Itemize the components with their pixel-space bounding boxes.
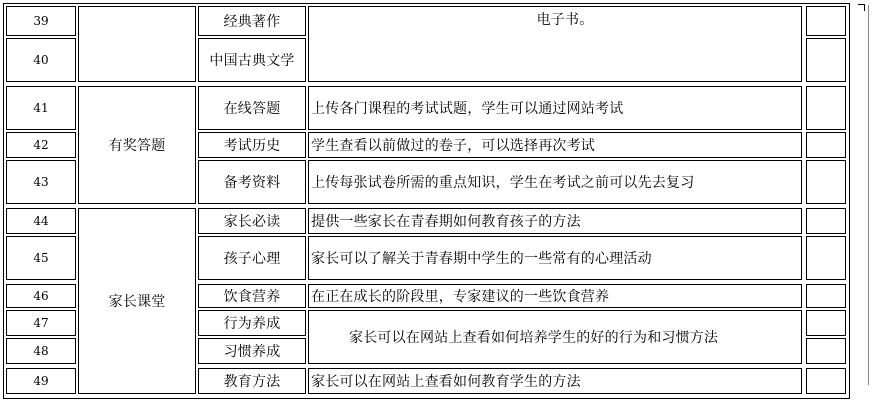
feature-cell xyxy=(198,132,306,158)
remark-cell xyxy=(806,284,846,308)
feature-name: 孩子心理 xyxy=(223,251,281,267)
row-number-cell xyxy=(6,208,76,234)
module-cell-parents xyxy=(78,208,196,394)
remark-cell xyxy=(806,236,846,280)
feature-cell xyxy=(198,236,306,280)
module-name: 家长课堂 xyxy=(108,294,166,310)
row-number: 39 xyxy=(33,14,49,28)
feature-name: 家长必读 xyxy=(223,214,281,230)
description-text: 家长可以在网站上查看如何教育学生的方法 xyxy=(311,374,581,390)
description-cell xyxy=(308,368,802,394)
module-cell-empty xyxy=(78,6,196,82)
feature-cell xyxy=(198,160,306,204)
table-edge-line xyxy=(868,5,869,385)
row-number: 48 xyxy=(33,344,49,358)
row-number-cell xyxy=(6,160,76,204)
feature-name: 中国古典文学 xyxy=(209,53,295,69)
feature-cell xyxy=(198,284,306,308)
row-number: 45 xyxy=(33,251,49,265)
remark-cell xyxy=(806,208,846,234)
description-text: 上传各门课程的考试试题，学生可以通过网站考试 xyxy=(311,101,624,117)
description-text: 家长可以了解关于青春期中学生的一些常有的心理活动 xyxy=(311,251,652,267)
feature-name: 经典著作 xyxy=(223,14,281,30)
remark-cell xyxy=(806,338,846,364)
row-number-cell xyxy=(6,236,76,280)
row-number: 49 xyxy=(33,374,49,388)
module-cell-quiz xyxy=(78,86,196,204)
row-number: 43 xyxy=(33,175,49,189)
row-number: 40 xyxy=(33,53,49,67)
row-number: 46 xyxy=(33,289,49,303)
feature-cell xyxy=(198,86,306,130)
feature-cell xyxy=(198,208,306,234)
table-left-border xyxy=(3,3,4,399)
row-number-cell xyxy=(6,310,76,336)
description-cell xyxy=(308,208,802,234)
feature-cell xyxy=(198,6,306,36)
description-text: 提供一些家长在青春期如何教育孩子的方法 xyxy=(311,214,581,230)
description-cell xyxy=(308,160,802,204)
remark-cell xyxy=(806,310,846,336)
description-cell xyxy=(308,310,802,364)
row-number-cell xyxy=(6,368,76,394)
row-number-cell xyxy=(6,6,76,36)
row-number-cell xyxy=(6,86,76,130)
feature-name: 饮食营养 xyxy=(223,289,281,305)
feature-cell xyxy=(198,38,306,82)
feature-name: 习惯养成 xyxy=(223,344,281,360)
row-number-cell xyxy=(6,284,76,308)
table-top-border xyxy=(3,3,849,4)
description-cell xyxy=(308,284,802,308)
description-text: 在正在成长的阶段里，专家建议的一些饮食营养 xyxy=(311,289,610,305)
table-right-border xyxy=(849,3,850,399)
feature-cell xyxy=(198,368,306,394)
description-text: 学生查看以前做过的卷子，可以选择再次考试 xyxy=(311,138,595,154)
row-number: 47 xyxy=(33,316,49,330)
feature-cell xyxy=(198,310,306,336)
row-number-cell xyxy=(6,132,76,158)
row-number: 44 xyxy=(33,214,49,228)
row-number: 42 xyxy=(33,138,49,152)
table-bottom-border xyxy=(3,398,849,399)
feature-name: 备考资料 xyxy=(223,175,281,191)
remark-cell xyxy=(806,86,846,130)
description-cell xyxy=(308,236,802,280)
row-number-cell xyxy=(6,38,76,82)
remark-cell xyxy=(806,160,846,204)
feature-name: 行为养成 xyxy=(223,316,281,332)
row-number: 41 xyxy=(33,101,49,115)
remark-cell xyxy=(806,6,846,36)
row-number-cell xyxy=(6,338,76,364)
feature-name: 教育方法 xyxy=(223,374,281,390)
corner-mark xyxy=(858,4,865,11)
remark-cell xyxy=(806,132,846,158)
module-name: 有奖答题 xyxy=(108,138,166,154)
feature-name: 考试历史 xyxy=(223,138,281,154)
remark-cell xyxy=(806,38,846,82)
remark-cell xyxy=(806,368,846,394)
feature-name: 在线答题 xyxy=(223,101,281,117)
feature-cell xyxy=(198,338,306,364)
description-cell xyxy=(308,132,802,158)
description-text: 电子书。 xyxy=(536,12,594,28)
description-cell xyxy=(308,6,802,82)
description-text: 家长可以在网站上查看如何培养学生的好的行为和习惯方法 xyxy=(349,330,719,346)
description-cell xyxy=(308,86,802,130)
description-text: 上传每张试卷所需的重点知识，学生在考试之前可以先去复习 xyxy=(311,175,695,191)
